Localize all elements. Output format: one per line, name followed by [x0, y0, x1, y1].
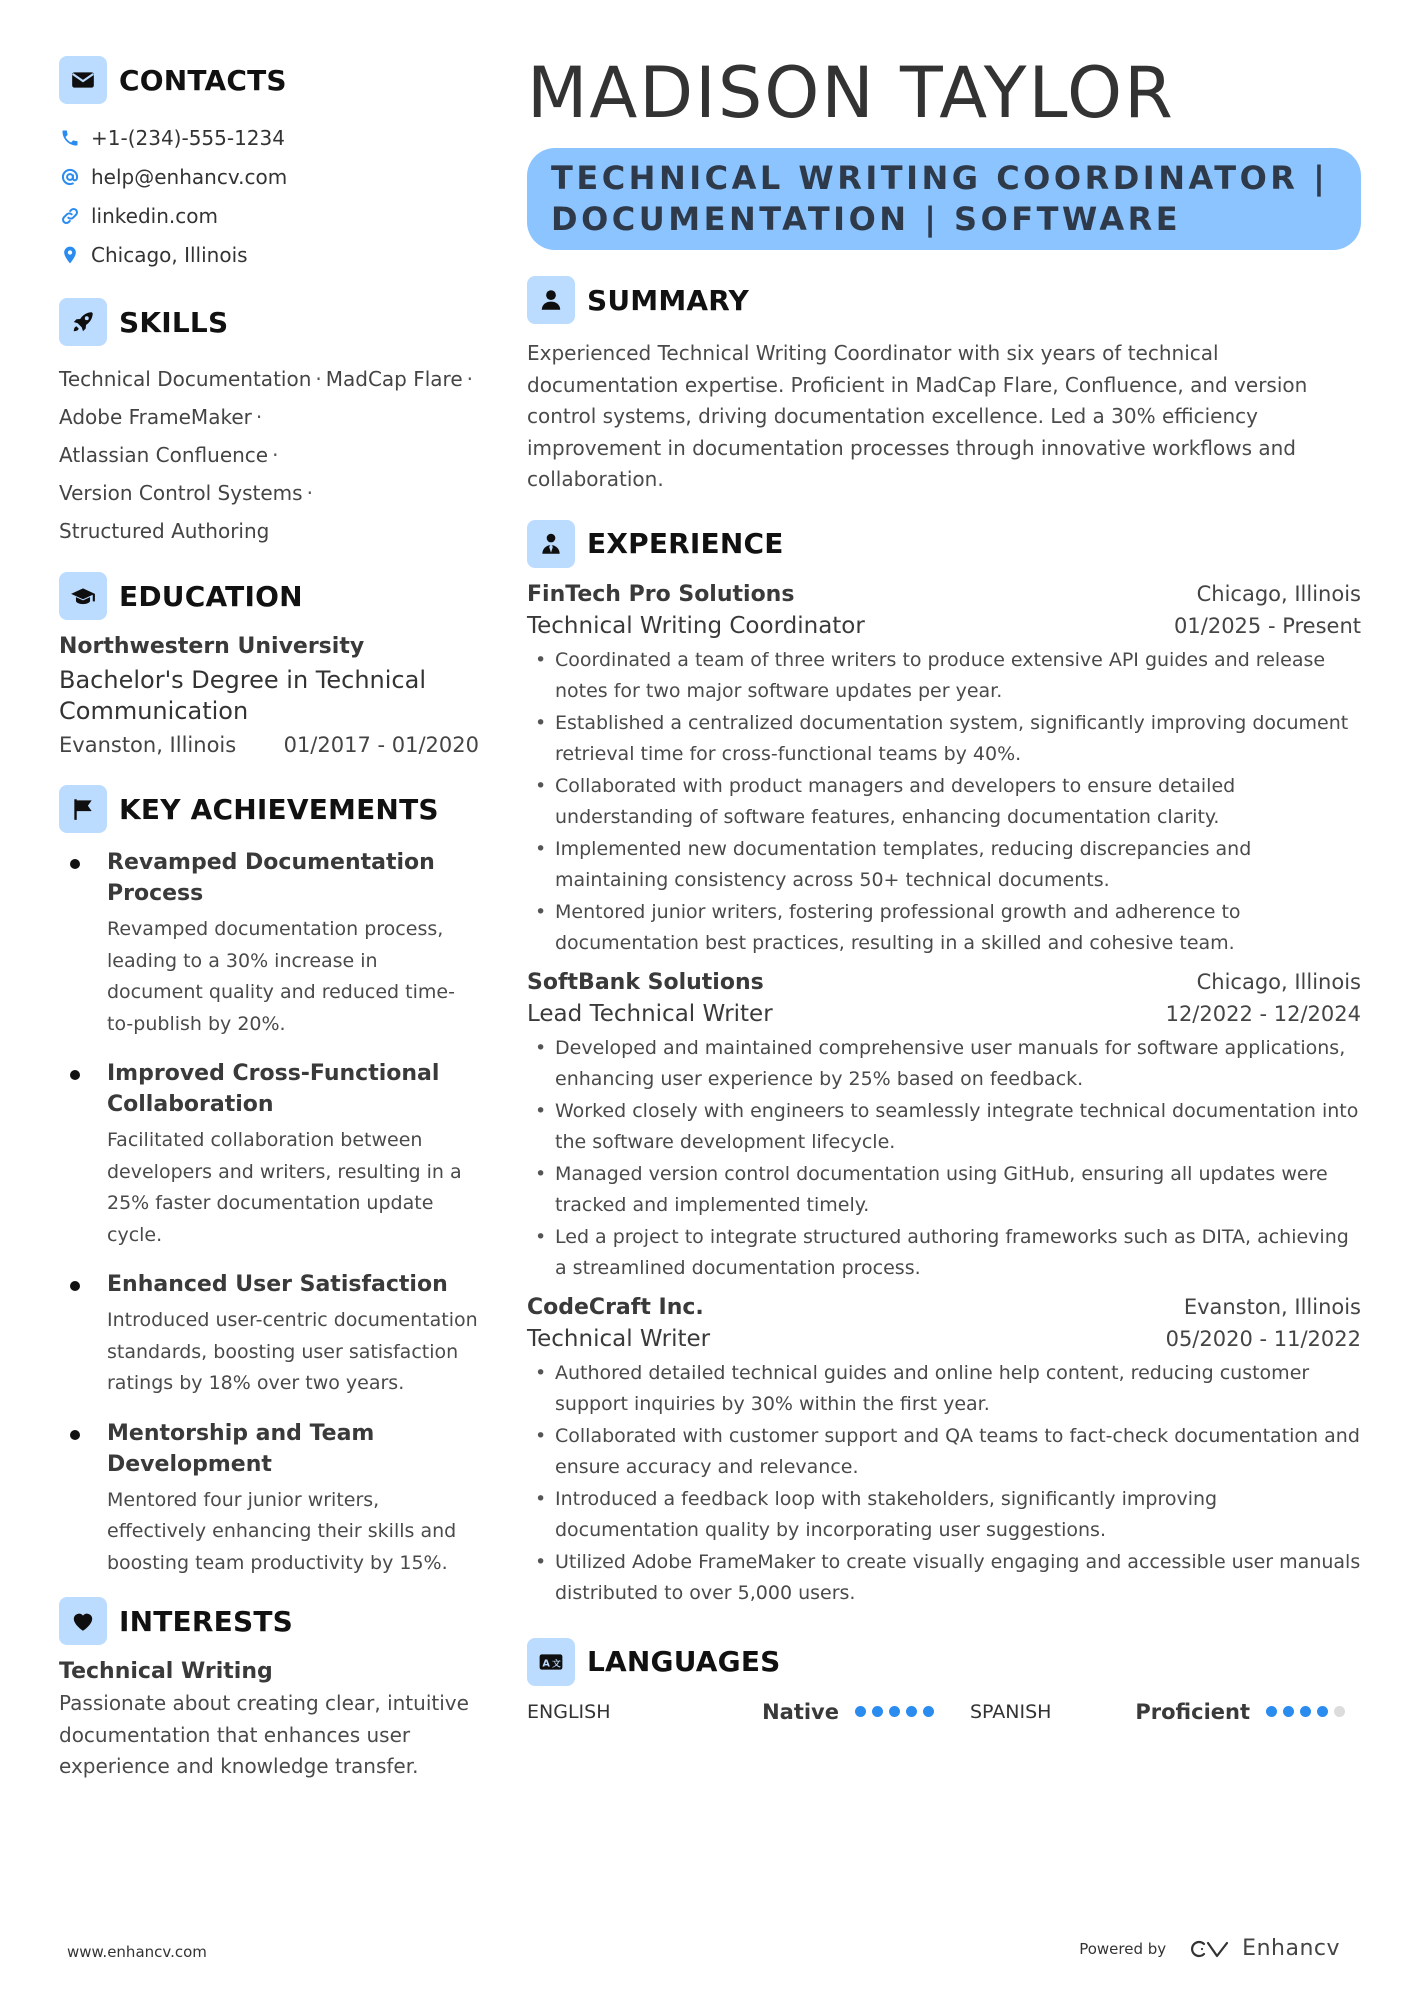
languages-title: LANGUAGES — [587, 1645, 781, 1678]
achievement-desc: Revamped documentation process, leading to a 30% increase in document quality and reduced time-to-publish by 20%. — [107, 918, 455, 1035]
language-name: ENGLISH — [527, 1700, 611, 1723]
achievement-title: Mentorship and Team Development — [107, 1420, 375, 1477]
summary-title: SUMMARY — [587, 283, 750, 317]
achievement-title: Revamped Documentation Process — [107, 850, 435, 906]
heart-icon — [59, 1597, 107, 1645]
job-bullets — [527, 645, 1361, 960]
footer-branding — [1079, 1936, 1340, 1961]
job-title: Technical Writing Coordinator — [527, 612, 865, 639]
proficiency-dot — [923, 1706, 934, 1717]
education-location: Evanston, Illinois — [59, 733, 237, 757]
experience-header — [527, 520, 1361, 568]
achievement-item — [59, 1058, 479, 1251]
skills-title: SKILLS — [119, 305, 229, 339]
link-icon — [59, 205, 81, 227]
job-bullet: • Introduced a feedback loop with stakeholders, significantly improving documentation quality by incorporating user suggestions. — [527, 1484, 1361, 1547]
achievement-desc: Introduced user-centric documentation standards, boosting user satisfaction ratings by 18% over two years. — [107, 1309, 478, 1394]
job-entry — [527, 1295, 1361, 1610]
flag-icon — [59, 785, 107, 833]
phone-row[interactable] — [59, 118, 479, 157]
interest-title: Technical Writing — [59, 1659, 273, 1684]
bullet-dot — [70, 859, 80, 869]
footer-website[interactable]: www.enhancv.com — [67, 1943, 207, 1961]
achievement-item — [59, 1418, 479, 1580]
email-text: help@enhancv.com — [91, 164, 288, 189]
job-bullet: • Collaborated with customer support and QA teams to fact-check documentation and ensure accuracy and relevance. — [527, 1421, 1361, 1484]
skill-item: Adobe FrameMaker — [59, 405, 252, 429]
location-text: Chicago, Illinois — [91, 242, 248, 267]
role-banner — [527, 148, 1361, 250]
languages-section — [527, 1638, 1361, 1724]
job-location: Chicago, Illinois — [1196, 581, 1361, 606]
skill-item: Technical Documentation — [59, 367, 312, 391]
job-bullet: • Collaborated with product managers and developers to ensure detailed understanding of software features, enhancing documentation clarity. — [527, 771, 1361, 834]
achievements-title: KEY ACHIEVEMENTS — [119, 792, 439, 826]
phone-icon — [59, 127, 81, 149]
location-row — [59, 235, 479, 274]
proficiency-dot — [872, 1706, 883, 1717]
education-section — [59, 572, 479, 757]
language-proficiency-dots — [1266, 1706, 1345, 1717]
job-bullet: • Established a centralized documentation system, significantly improving document retrieval time for cross-functional teams by 40%. — [527, 708, 1361, 771]
proficiency-dot — [889, 1706, 900, 1717]
language-level: Proficient — [1135, 1699, 1250, 1724]
experience-title: EXPERIENCE — [587, 527, 784, 560]
education-school: Northwestern University — [59, 634, 365, 659]
interests-header — [59, 1597, 479, 1645]
envelope-icon — [59, 56, 107, 104]
education-title: EDUCATION — [119, 579, 303, 613]
left-column — [59, 56, 479, 1783]
skill-item: Version Control Systems — [59, 481, 303, 505]
achievements-header — [59, 785, 479, 833]
proficiency-dot — [1266, 1706, 1277, 1717]
graduation-cap-icon — [59, 572, 107, 620]
job-entry — [527, 970, 1361, 1285]
skill-item: MadCap Flare — [325, 367, 463, 391]
job-bullet: • Worked closely with engineers to seamlessly integrate technical documentation into the software development lifecycle. — [527, 1096, 1361, 1159]
skills-list: Technical Documentation · MadCap Flare · Adobe FrameMaker · Atlassian Confluence · Version Control Systems · Structured Authoring — [59, 367, 473, 543]
enhancv-logo-icon — [1188, 1938, 1234, 1960]
job-company: SoftBank Solutions — [527, 969, 764, 995]
skill-item: Structured Authoring — [59, 519, 270, 543]
job-bullet: • Managed version control documentation using GitHub, ensuring all updates were tracked and implemented timely. — [527, 1159, 1361, 1222]
achievement-desc: Facilitated collaboration between developers and writers, resulting in a 25% faster documentation update cycle. — [107, 1129, 462, 1246]
proficiency-dot — [855, 1706, 866, 1717]
contacts-header — [59, 56, 479, 104]
job-title: Technical Writer — [527, 1325, 711, 1352]
language-level: Native — [762, 1699, 839, 1724]
job-title: Lead Technical Writer — [527, 1000, 773, 1027]
briefcase-user-icon — [527, 520, 575, 568]
education-degree: Bachelor's Degree in Technical Communication — [59, 666, 426, 725]
achievements-section — [59, 785, 479, 1579]
powered-by-label: Powered by — [1079, 1939, 1167, 1958]
education-dates: 01/2017 - 01/2020 — [283, 733, 479, 757]
job-bullet: • Developed and maintained comprehensive user manuals for software applications, enhancing user experience by 25% based on feedback. — [527, 1033, 1361, 1096]
job-bullet: • Mentored junior writers, fostering professional growth and adherence to documentation best practices, resulting in a skilled and cohesive team. — [527, 897, 1361, 960]
education-header — [59, 572, 479, 620]
education-meta — [59, 733, 479, 757]
achievement-item — [59, 1269, 479, 1400]
linkedin-row[interactable] — [59, 196, 479, 235]
contacts-section — [59, 56, 479, 274]
achievement-title: Enhanced User Satisfaction — [107, 1272, 448, 1297]
job-dates: 12/2022 - 12/2024 — [1165, 1001, 1361, 1026]
job-entry — [527, 582, 1361, 960]
language-icon — [527, 1638, 575, 1686]
candidate-name: MADISON TAYLOR — [527, 52, 1175, 134]
job-location: Chicago, Illinois — [1196, 969, 1361, 994]
languages-row — [527, 1700, 1361, 1724]
proficiency-dot — [1300, 1706, 1311, 1717]
job-bullet: • Coordinated a team of three writers to produce extensive API guides and release notes for two major software updates per year. — [527, 645, 1361, 708]
summary-header — [527, 276, 1361, 324]
proficiency-dot — [906, 1706, 917, 1717]
at-icon — [59, 166, 81, 188]
user-icon — [527, 276, 575, 324]
brand-name: Enhancv — [1242, 1936, 1340, 1961]
languages-header — [527, 1638, 1361, 1686]
job-dates: 05/2020 - 11/2022 — [1165, 1326, 1361, 1351]
achievement-title: Improved Cross-Functional Collaboration — [107, 1061, 440, 1117]
skill-item: Atlassian Confluence — [59, 443, 269, 467]
bullet-dot — [70, 1070, 80, 1080]
job-bullets — [527, 1033, 1361, 1285]
email-row[interactable] — [59, 157, 479, 196]
proficiency-dot — [1334, 1706, 1345, 1717]
proficiency-dot — [1317, 1706, 1328, 1717]
right-column — [527, 48, 1361, 1724]
phone-text: +1-(234)-555-1234 — [91, 125, 285, 150]
interests-section — [59, 1597, 479, 1783]
bullet-dot — [70, 1430, 80, 1440]
proficiency-dot — [1283, 1706, 1294, 1717]
job-company: CodeCraft Inc. — [527, 1294, 704, 1320]
job-bullet: • Utilized Adobe FrameMaker to create visually engaging and accessible user manuals distributed to over 5,000 users. — [527, 1547, 1361, 1610]
achievement-item — [59, 847, 479, 1040]
interests-title: INTERESTS — [119, 1604, 293, 1638]
location-pin-icon — [59, 244, 81, 266]
rocket-icon — [59, 298, 107, 346]
contacts-title: CONTACTS — [119, 63, 287, 97]
language-name: SPANISH — [970, 1700, 1052, 1723]
job-bullet: • Led a project to integrate structured authoring frameworks such as DITA, achieving a streamlined documentation process. — [527, 1222, 1361, 1285]
language-proficiency-dots — [855, 1706, 934, 1717]
svg-text:A: A — [542, 1657, 550, 1669]
role-title: TECHNICAL WRITING COORDINATOR | DOCUMENTATION | SOFTWARE — [551, 159, 1329, 238]
job-bullets — [527, 1358, 1361, 1610]
skills-section — [59, 298, 479, 550]
experience-section — [527, 520, 1361, 1610]
summary-text: Experienced Technical Writing Coordinator with six years of technical documentation expertise. Proficient in MadCap Flare, Confluence, and version control systems, driving documentation excellence. Led a 30% efficiency improvement in documentation processes through innovative workflows and collaboration. — [527, 341, 1308, 491]
achievement-desc: Mentored four junior writers, effectively enhancing their skills and boosting team productivity by 15%. — [107, 1488, 457, 1574]
summary-section — [527, 276, 1361, 496]
svg-text:文: 文 — [552, 1658, 561, 1669]
interest-desc: Passionate about creating clear, intuitive documentation that enhances user experience and knowledge transfer. — [59, 1691, 469, 1778]
skills-header — [59, 298, 479, 346]
bullet-dot — [70, 1281, 80, 1291]
linkedin-text: linkedin.com — [91, 203, 218, 228]
job-dates: 01/2025 - Present — [1174, 613, 1361, 638]
job-bullet: • Authored detailed technical guides and online help content, reducing customer support inquiries by 30% within the first year. — [527, 1358, 1361, 1421]
job-company: FinTech Pro Solutions — [527, 581, 795, 607]
job-location: Evanston, Illinois — [1183, 1294, 1361, 1319]
job-bullet: • Implemented new documentation templates, reducing discrepancies and maintaining consistency across 50+ technical documents. — [527, 834, 1361, 897]
